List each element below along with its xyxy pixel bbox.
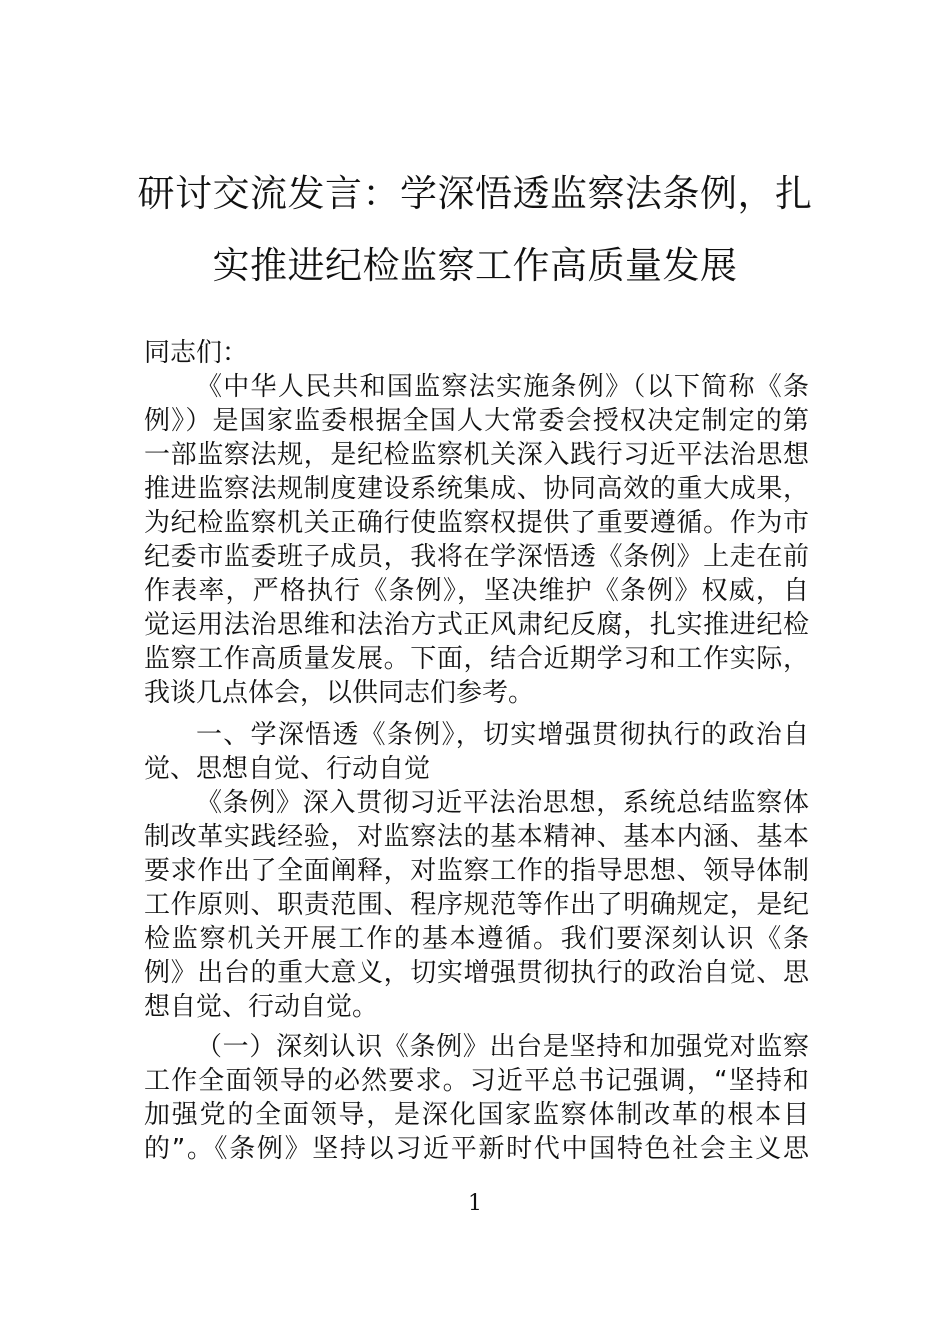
body-line: 纪委市监委班子成员，我将在学深悟透《条例》上走在前 bbox=[144, 542, 809, 572]
body-line: 的”。《条例》坚持以习近平新时代中国特色社会主义思 bbox=[144, 1134, 809, 1164]
body-line: 工作全面领导的必然要求。习近平总书记强调，“坚持和 bbox=[144, 1066, 809, 1096]
body-line: 推进监察法规制度建设系统集成、协同高效的重大成果， bbox=[144, 474, 809, 504]
page-number: 1 bbox=[468, 1191, 482, 1216]
body-line: 例》）是国家监委根据全国人大常委会授权决定制定的第 bbox=[144, 406, 809, 436]
body-line: 要求作出了全面阐释，对监察工作的指导思想、领导体制 bbox=[144, 856, 809, 886]
body-line: 《条例》深入贯彻习近平法治思想，系统总结监察体 bbox=[196, 788, 809, 818]
body-line: 我谈几点体会，以供同志们参考。 bbox=[144, 678, 535, 708]
body-line: 工作原则、职责范围、程序规范等作出了明确规定，是纪 bbox=[144, 890, 809, 920]
body-line: （一）深刻认识《条例》出台是坚持和加强党对监察 bbox=[196, 1032, 809, 1062]
body-line: 想自觉、行动自觉。 bbox=[144, 992, 379, 1022]
body-line: 《中华人民共和国监察法实施条例》（以下简称《条 bbox=[196, 372, 809, 402]
section-heading-line: 觉、思想自觉、行动自觉 bbox=[144, 754, 431, 784]
body-line: 觉运用法治思维和法治方式正风肃纪反腐，扎实推进纪检 bbox=[144, 610, 809, 640]
salutation: 同志们： bbox=[144, 338, 249, 368]
body-line: 检监察机关开展工作的基本遵循。我们要深刻认识《条 bbox=[144, 924, 809, 954]
body-line: 作表率，严格执行《条例》，坚决维护《条例》权威，自 bbox=[144, 576, 809, 606]
body-line: 为纪检监察机关正确行使监察权提供了重要遵循。作为市 bbox=[144, 508, 809, 538]
title-line-1: 研讨交流发言：学深悟透监察法条例，扎 bbox=[137, 172, 813, 215]
body-line: 例》出台的重大意义，切实增强贯彻执行的政治自觉、思 bbox=[144, 958, 809, 988]
title-line-2: 实推进纪检监察工作高质量发展 bbox=[212, 244, 738, 287]
body-line: 监察工作高质量发展。下面，结合近期学习和工作实际， bbox=[144, 644, 809, 674]
body-line: 一部监察法规，是纪检监察机关深入践行习近平法治思想 bbox=[144, 440, 809, 470]
section-heading-line: 一、学深悟透《条例》，切实增强贯彻执行的政治自 bbox=[196, 720, 809, 750]
body-line: 制改革实践经验，对监察法的基本精神、基本内涵、基本 bbox=[144, 822, 809, 852]
body-line: 加强党的全面领导，是深化国家监察体制改革的根本目 bbox=[144, 1100, 809, 1130]
